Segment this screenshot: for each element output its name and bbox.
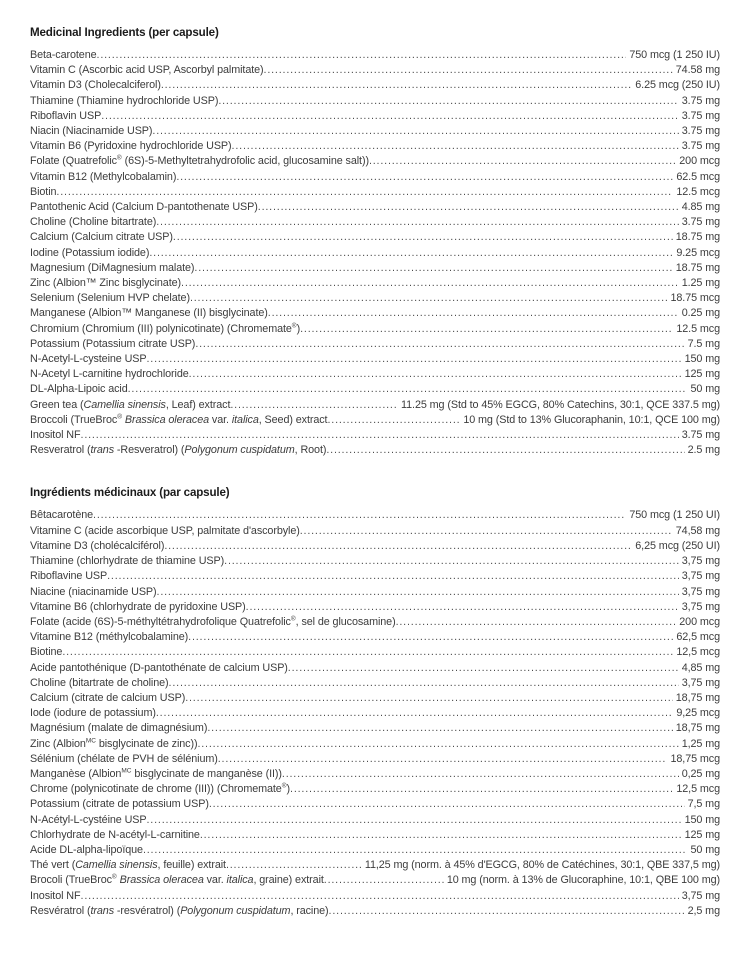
dot-leader <box>149 246 673 261</box>
ingredient-value: 3,75 mg <box>681 570 720 583</box>
ingredient-name: Broccoli (TrueBroc® Brassica oleracea var. italica, Seed) extract <box>30 413 328 426</box>
ingredient-name: Thé vert (Camellia sinensis, feuille) extrait <box>30 859 226 872</box>
ingredient-value: 18.75 mcg <box>670 292 720 305</box>
ingredient-value: 18,75 mcg <box>670 752 720 765</box>
ingredient-value: 3.75 mg <box>681 125 720 138</box>
ingredient-name: Riboflavine USP <box>30 570 108 583</box>
dot-leader <box>300 322 673 337</box>
ingredient-value: 11.25 mg (Std to 45% EGCG, 80% Catechins, 30:1, QCE 337.5 mg) <box>401 398 720 411</box>
ingredient-row <box>30 291 720 306</box>
ingredient-name: Zinc (Albion™ Zinc bisglycinate) <box>30 277 182 290</box>
ingredient-name: N-Acétyl-L-cystéine USP <box>30 813 147 826</box>
ingredient-name: Riboflavin USP <box>30 109 102 122</box>
dot-leader <box>128 382 688 397</box>
ingredient-name: Pantothenic Acid (Calcium D-pantothenate USP) <box>30 201 258 214</box>
dot-leader <box>194 261 672 276</box>
ingredient-value: 62,5 mcg <box>676 631 720 644</box>
dot-leader <box>290 782 673 797</box>
ingredient-row <box>30 230 720 245</box>
dot-leader <box>161 78 632 93</box>
dot-leader <box>268 306 679 321</box>
ingredient-name: Potassium (Potassium citrate USP) <box>30 337 196 350</box>
dot-leader <box>218 752 668 767</box>
dot-leader <box>207 721 672 736</box>
ingredient-value: 3.75 mg <box>681 216 720 229</box>
ingredient-value: 18.75 mg <box>675 261 720 274</box>
ingredient-name: Inositol NF <box>30 889 81 902</box>
ingredient-value: 12,5 mcg <box>676 783 720 796</box>
ingredient-name: Iodine (Potassium iodide) <box>30 246 150 259</box>
ingredient-name: Zinc (Albion$^{MC}$ bisglycinate de zinc)) <box>30 736 198 750</box>
ingredient-value: 7.5 mg <box>687 337 720 350</box>
dot-leader <box>107 569 679 584</box>
ingredient-row <box>30 154 720 169</box>
ingredient-row <box>30 139 720 154</box>
ingredient-list-english <box>30 48 720 458</box>
dot-leader <box>143 843 688 858</box>
ingredient-row <box>30 215 720 230</box>
dot-leader <box>324 873 444 888</box>
ingredient-value: 9,25 mcg <box>676 707 720 720</box>
ingredient-row <box>30 78 720 93</box>
ingredient-name: Selenium (Selenium HVP chelate) <box>30 292 190 305</box>
ingredient-value: 0.25 mg <box>681 307 720 320</box>
ingredient-value: 3,75 mg <box>681 676 720 689</box>
ingredient-name: Thiamine (chlorhydrate de thiamine USP) <box>30 555 225 568</box>
ingredient-value: 200 mcg <box>679 155 720 168</box>
ingredient-row <box>30 48 720 63</box>
ingredient-row <box>30 600 720 615</box>
dot-leader <box>81 428 679 443</box>
ingredient-row <box>30 873 720 888</box>
ingredient-value: 18.75 mg <box>675 231 720 244</box>
ingredient-value: 7,5 mg <box>687 798 720 811</box>
ingredient-row <box>30 524 720 539</box>
ingredient-name: Vitamine C (acide ascorbique USP, palmitate d'ascorbyle) <box>30 524 300 537</box>
ingredient-name: Biotin <box>30 185 57 198</box>
ingredient-value: 3.75 mg <box>681 429 720 442</box>
dot-leader <box>188 630 673 645</box>
dot-leader <box>226 858 362 873</box>
ingredient-row <box>30 63 720 78</box>
ingredient-value: 3,75 mg <box>681 889 720 902</box>
ingredient-name: Chrome (polynicotinate de chrome (III)) (Chromemate®) <box>30 782 291 796</box>
dot-leader <box>195 337 684 352</box>
ingredient-name: Vitamin D3 (Cholecalciferol) <box>30 79 161 92</box>
dot-leader <box>209 797 685 812</box>
ingredient-row <box>30 398 720 413</box>
ingredient-list-french <box>30 508 720 918</box>
dot-leader <box>264 63 673 78</box>
dot-leader <box>396 615 677 630</box>
ingredient-name: Brocoli (TrueBroc® Brassica oleracea var. italica, graine) extrait <box>30 873 324 887</box>
dot-leader <box>218 94 678 109</box>
ingredient-row <box>30 413 720 428</box>
ingredient-row <box>30 443 720 458</box>
dot-leader <box>326 443 684 458</box>
dot-leader <box>282 767 679 782</box>
ingredient-row <box>30 767 720 782</box>
ingredient-name: Resveratrol (trans -Resveratrol) (Polygonum cuspidatum, Root) <box>30 444 327 457</box>
ingredient-name: Acide pantothénique (D-pantothénate de calcium USP) <box>30 661 288 674</box>
ingredient-row <box>30 200 720 215</box>
ingredient-name: Iode (iodure de potassium) <box>30 707 156 720</box>
ingredient-row <box>30 306 720 321</box>
ingredient-name: Chromium (Chromium (III) polynicotinate) (Chromemate®) <box>30 322 301 335</box>
ingredient-name: Magnésium (malate de dimagnésium) <box>30 722 208 735</box>
ingredient-row <box>30 554 720 569</box>
ingredient-row <box>30 752 720 767</box>
ingredient-row <box>30 858 720 873</box>
ingredient-row <box>30 737 720 752</box>
ingredient-value: 18,75 mg <box>675 691 720 704</box>
ingredient-value: 1.25 mg <box>681 277 720 290</box>
ingredient-row <box>30 539 720 554</box>
ingredient-value: 50 mg <box>690 843 720 856</box>
ingredient-row <box>30 843 720 858</box>
ingredient-row <box>30 661 720 676</box>
ingredient-row <box>30 813 720 828</box>
ingredient-value: 62.5 mcg <box>676 170 720 183</box>
ingredient-value: 18,75 mg <box>675 722 720 735</box>
ingredient-name: Magnesium (DiMagnesium malate) <box>30 261 195 274</box>
ingredient-row <box>30 797 720 812</box>
ingredient-name: Chlorhydrate de N-acétyl-L-carnitine <box>30 828 200 841</box>
ingredient-row <box>30 585 720 600</box>
ingredient-row <box>30 382 720 397</box>
ingredient-name: Biotine <box>30 646 63 659</box>
section-medicinal-ingredients-fr <box>30 486 720 918</box>
ingredient-value: 12,5 mcg <box>676 646 720 659</box>
ingredient-value: 750 mcg (1 250 IU) <box>629 49 720 61</box>
ingredient-value: 150 mg <box>684 353 720 366</box>
dot-leader <box>288 661 679 676</box>
dot-leader <box>200 828 682 843</box>
dot-leader <box>181 276 679 291</box>
dot-leader <box>156 706 674 721</box>
ingredient-row <box>30 276 720 291</box>
dot-leader <box>246 600 679 615</box>
ingredient-name: Choline (Choline bitartrate) <box>30 216 157 229</box>
ingredient-row <box>30 261 720 276</box>
ingredient-row <box>30 109 720 124</box>
ingredient-row <box>30 615 720 630</box>
ingredient-row <box>30 124 720 139</box>
ingredient-name: Vitamine B12 (méthylcobalamine) <box>30 631 189 644</box>
ingredient-row <box>30 94 720 109</box>
ingredient-row <box>30 428 720 443</box>
ingredient-value: 3.75 mg <box>681 140 720 153</box>
ingredient-row <box>30 569 720 584</box>
ingredient-name: N-Acetyl L-carnitine hydrochloride <box>30 368 189 381</box>
ingredient-row <box>30 706 720 721</box>
ingredient-value: 10 mg (Std to 13% Glucoraphanin, 10:1, QCE 100 mg) <box>463 413 720 426</box>
ingredient-row <box>30 676 720 691</box>
ingredient-row <box>30 352 720 367</box>
ingredient-row <box>30 904 720 919</box>
ingredient-value: 74,58 mg <box>675 524 720 537</box>
ingredient-value: 12.5 mcg <box>676 185 720 198</box>
dot-leader <box>185 691 673 706</box>
dot-leader <box>156 215 678 230</box>
ingredient-value: 4,85 mg <box>681 661 720 674</box>
ingredient-row <box>30 337 720 352</box>
dot-leader <box>81 889 679 904</box>
ingredient-name: N-Acetyl-L-cysteine USP <box>30 353 147 366</box>
dot-leader <box>147 352 682 367</box>
ingredient-value: 3,75 mg <box>681 585 720 598</box>
ingredient-row <box>30 367 720 382</box>
section-medicinal-ingredients-en <box>30 26 720 458</box>
ingredient-name: Acide DL-alpha-lipoïque <box>30 843 143 856</box>
dot-leader <box>147 813 682 828</box>
dot-leader <box>224 554 679 569</box>
ingredient-name: Manganèse (Albion$^{MC}$ bisglycinate de manganèse (II)) <box>30 767 282 780</box>
ingredient-name: Beta-carotene <box>30 49 97 61</box>
ingredient-value: 11,25 mg (norm. à 45% d'EGCG, 80% de Catéchines, 30:1, QBE 337,5 mg) <box>364 859 720 872</box>
ingredient-value: 6,25 mcg (250 UI) <box>635 539 720 552</box>
ingredient-name: DL-Alpha-Lipoic acid <box>30 383 128 396</box>
ingredient-name: Inositol NF <box>30 429 81 442</box>
ingredient-row <box>30 630 720 645</box>
ingredient-value: 0,25 mg <box>681 767 720 780</box>
ingredient-value: 74.58 mg <box>675 64 720 77</box>
dot-leader <box>56 185 673 200</box>
dot-leader <box>97 48 627 63</box>
ingredient-name: Green tea (Camellia sinensis, Leaf) extract <box>30 398 231 411</box>
dot-leader <box>62 645 673 660</box>
dot-leader <box>157 585 679 600</box>
ingredient-value: 1,25 mg <box>681 737 720 750</box>
ingredient-name: Niacin (Niacinamide USP) <box>30 125 153 138</box>
ingredient-value: 3.75 mg <box>681 109 720 122</box>
dot-leader <box>300 524 673 539</box>
ingredient-name: Bêtacarotène <box>30 509 94 522</box>
dot-leader <box>329 904 685 919</box>
ingredient-name: Folate (acide (6S)-5-méthyltétrahydrofolique Quatrefolic®, sel de glucosamine) <box>30 615 396 628</box>
ingredient-value: 150 mg <box>684 813 720 826</box>
ingredient-name: Folate (Quatrefolic® (6S)-5-Methyltetrahydrofolic acid, glucosamine salt)) <box>30 154 369 168</box>
ingredient-value: 200 mcg <box>679 615 720 628</box>
ingredient-row <box>30 170 720 185</box>
ingredient-value: 4.85 mg <box>681 201 720 214</box>
ingredient-row <box>30 185 720 200</box>
ingredient-value: 2.5 mg <box>687 444 720 457</box>
dot-leader <box>173 230 673 245</box>
dot-leader <box>101 109 678 124</box>
ingredient-value: 2,5 mg <box>687 904 720 917</box>
ingredient-value: 12.5 mcg <box>676 322 720 335</box>
ingredient-row <box>30 721 720 736</box>
ingredient-value: 10 mg (norm. à 13% de Glucoraphine, 10:1, QBE 100 mg) <box>446 874 720 887</box>
ingredient-name: Vitamine D3 (cholécalciférol) <box>30 539 165 552</box>
ingredient-value: 3.75 mg <box>681 94 720 107</box>
dot-leader <box>230 398 398 413</box>
ingredient-name: Resvératrol (trans -resvératrol) (Polygonum cuspidatum, racine) <box>30 904 329 917</box>
dot-leader <box>232 139 679 154</box>
dot-leader <box>327 413 460 428</box>
dot-leader <box>197 737 678 752</box>
ingredient-name: Vitamin B12 (Methylcobalamin) <box>30 170 177 183</box>
dot-leader <box>152 124 678 139</box>
ingredient-value: 6.25 mcg (250 IU) <box>635 79 720 92</box>
ingredient-row <box>30 828 720 843</box>
ingredient-row <box>30 691 720 706</box>
dot-leader <box>176 170 673 185</box>
ingredient-name: Sélénium (chélate de PVH de sélénium) <box>30 752 218 765</box>
section-title-english: Medicinal Ingredients (per capsule) <box>30 26 219 39</box>
section-title-french: Ingrédients médicinaux (par capsule) <box>30 486 230 500</box>
ingredient-row <box>30 889 720 904</box>
ingredient-value: 50 mg <box>690 383 720 396</box>
ingredient-value: 3,75 mg <box>681 555 720 568</box>
ingredient-value: 3,75 mg <box>681 600 720 613</box>
ingredient-name: Potassium (citrate de potassium USP) <box>30 798 209 811</box>
dot-leader <box>369 154 676 169</box>
ingredient-row <box>30 645 720 660</box>
ingredient-name: Thiamine (Thiamine hydrochloride USP) <box>30 94 219 107</box>
ingredient-row <box>30 782 720 797</box>
ingredient-value: 750 mcg (1 250 UI) <box>629 509 720 522</box>
dot-leader <box>190 291 668 306</box>
ingredient-name: Calcium (Calcium citrate USP) <box>30 231 173 244</box>
ingredient-name: Vitamin B6 (Pyridoxine hydrochloride USP) <box>30 140 232 153</box>
ingredient-value: 125 mg <box>684 368 720 381</box>
dot-leader <box>189 367 682 382</box>
ingredient-value: 9.25 mcg <box>676 246 720 259</box>
ingredient-name: Vitamine B6 (chlorhydrate de pyridoxine USP) <box>30 600 246 613</box>
ingredient-row <box>30 246 720 261</box>
ingredient-name: Niacine (niacinamide USP) <box>30 585 157 598</box>
ingredient-row <box>30 508 720 523</box>
ingredient-name: Choline (bitartrate de choline) <box>30 676 169 689</box>
ingredient-name: Calcium (citrate de calcium USP) <box>30 691 186 704</box>
ingredient-name: Manganese (Albion™ Manganese (II) bisglycinate) <box>30 307 268 320</box>
dot-leader <box>93 508 626 523</box>
dot-leader <box>164 539 632 554</box>
ingredient-value: 125 mg <box>684 828 720 841</box>
dot-leader <box>258 200 679 215</box>
ingredient-name: Vitamin C (Ascorbic acid USP, Ascorbyl palmitate) <box>30 64 264 77</box>
ingredient-row <box>30 322 720 337</box>
dot-leader <box>169 676 679 691</box>
